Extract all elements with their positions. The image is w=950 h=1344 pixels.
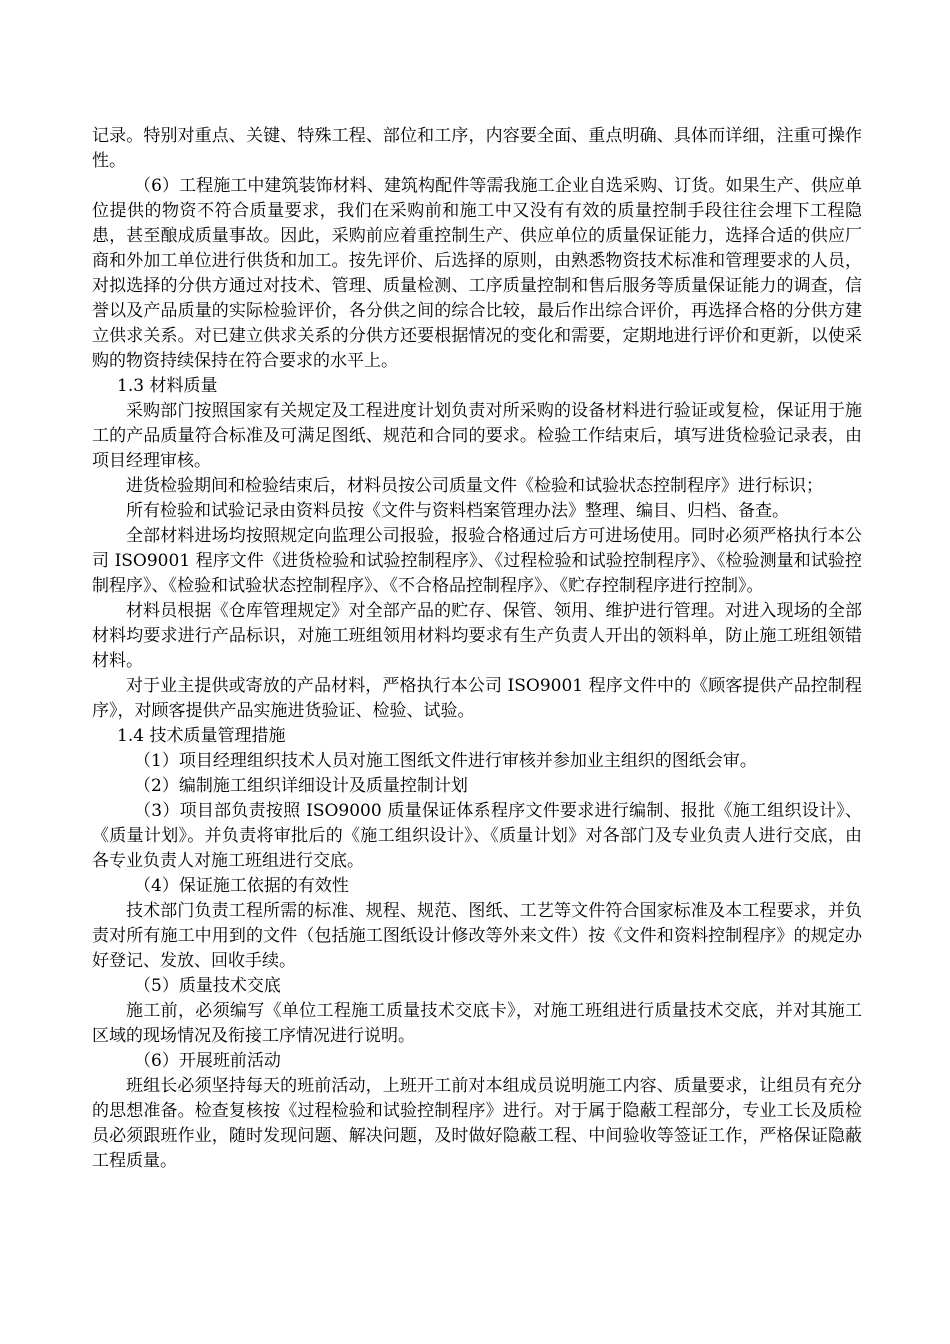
list-item-5: （5）质量技术交底 <box>134 976 281 996</box>
list-item-6: （6）开展班前活动 <box>134 1051 281 1071</box>
list-item-3: （3）项目部负责按照 ISO9000 质量保证体系程序文件要求进行编制、报批《施工组织设计》、《质量计划》。并负责将审批后的《施工组织设计》、《质量计划》对各部门及专业负责人进行交底，由各专业负责人对施工班组进行交底。 <box>92 801 862 871</box>
paragraph-incoming-inspection: 进货检验期间和检验结束后，材料员按公司质量文件《检验和试验状态控制程序》进行标识； <box>126 476 823 496</box>
paragraph-records-archive: 所有检验和试验记录由资料员按《文件与资料档案管理办法》整理、编目、归档、备查。 <box>126 501 789 521</box>
paragraph-technical-dept: 技术部门负责工程所需的标准、规程、规范、图纸、工艺等文件符合国家标准及本工程要求，并负责对所有施工中用到的文件（包括施工图纸设计修改等外来文件）按《文件和资料控制程序》的规定办好登记、发放、回收手续。 <box>92 901 862 971</box>
paragraph-site-entry: 全部材料进场均按照规定向监理公司报验，报验合格通过后方可进场使用。同时必须严格执行本公司 ISO9001 程序文件《进货检验和试验控制程序》、《过程检验和试验控制程序》、《检验测量和试验控制程序》、《检验和试验状态控制程序》、《不合格品控制程序》、《贮存控制程序进行控制》。 <box>92 526 862 596</box>
paragraph-team-leader: 班组长必须坚持每天的班前活动，上班开工前对本组成员说明施工内容、质量要求，让组员有充分的思想准备。检查复核按《过程检验和试验控制程序》进行。对于属于隐蔽工程部分，专业工长及质检员必须跟班作业，随时发现问题、解决问题，及时做好隐蔽工程、中间验收等签证工作，严格保证隐蔽工程质量。 <box>92 1076 862 1171</box>
list-item-4: （4）保证施工依据的有效性 <box>134 876 349 896</box>
section-heading-1-4: 1.4 技术质量管理措施 <box>117 726 286 746</box>
list-item-2: （2）编制施工组织详细设计及质量控制计划 <box>134 776 468 796</box>
paragraph-client-supplied: 对于业主提供或寄放的产品材料，严格执行本公司 ISO9001 程序文件中的《顾客提供产品控制程序》，对顾客提供产品实施进货验证、检验、试验。 <box>92 676 862 721</box>
paragraph-warehouse: 材料员根据《仓库管理规定》对全部产品的贮存、保管、领用、维护进行管理。对进入现场的全部材料均要求进行产品标识，对施工班组领用材料均要求有生产负责人开出的领料单，防止施工班组领错材料。 <box>92 601 862 671</box>
paragraph-item-6-procurement: （6）工程施工中建筑装饰材料、建筑构配件等需我施工企业自选采购、订货。如果生产、供应单位提供的物资不符合质量要求，我们在采购前和施工中又没有有效的质量控制手段往往会埋下工程隐患，甚至酿成质量事故。因此，采购前应着重控制生产、供应单位的质量保证能力，选择合适的供应厂商和外加工单位进行供货和加工。按先评价、后选择的原则，由熟悉物资技术标准和管理要求的人员，对拟选择的分供方通过对技术、管理、质量检测、工序质量控制和售后服务等质量保证能力的调查，信誉以及产品质量的实际检验评价，各分供之间的综合比较，最后作出综合评价，再选择合格的分供方建立供求关系。对已建立供求关系的分供方还要根据情况的变化和需要，定期地进行评价和更新，以使采购的物资持续保持在符合要求的水平上。 <box>92 176 862 371</box>
paragraph-pre-construction: 施工前，必须编写《单位工程施工质量技术交底卡》，对施工班组进行质量技术交底，并对其施工区域的现场情况及衔接工序情况进行说明。 <box>92 1001 862 1046</box>
list-item-1: （1）项目经理组织技术人员对施工图纸文件进行审核并参加业主组织的图纸会审。 <box>134 751 757 771</box>
document-page <box>92 124 862 1174</box>
section-heading-1-3: 1.3 材料质量 <box>117 376 218 396</box>
paragraph-continuation: 记录。特别对重点、关键、特殊工程、部位和工序，内容要全面、重点明确、具体而详细，注重可操作性。 <box>92 126 862 171</box>
paragraph-purchase-verification: 采购部门按照国家有关规定及工程进度计划负责对所采购的设备材料进行验证或复检，保证用于施工的产品质量符合标准及可满足图纸、规范和合同的要求。检验工作结束后，填写进货检验记录表，由项目经理审核。 <box>92 401 862 471</box>
